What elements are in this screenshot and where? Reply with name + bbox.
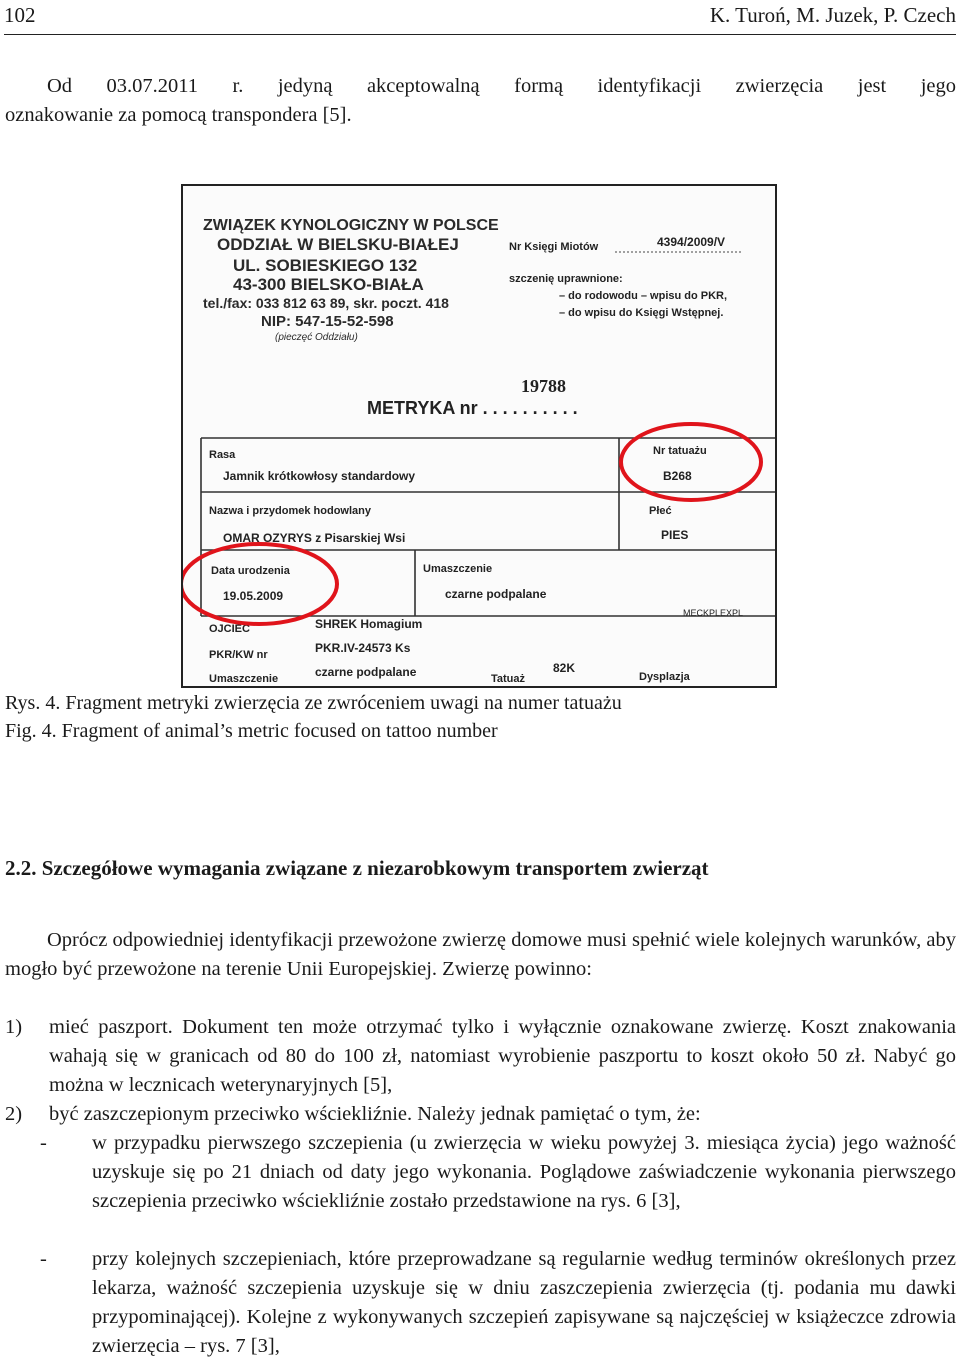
father-color-value: czarne podpalane [315, 665, 417, 679]
sex-value: PIES [661, 528, 689, 542]
registry-label: Nr Księgi Miotów [509, 241, 599, 253]
running-authors: K. Turoń, M. Juzek, P. Czech [709, 3, 956, 27]
page-number: 102 [4, 3, 36, 27]
caption-polish: Rys. 4. Fragment metryki zwierzęcia ze zwróceniem uwagi na numer tatuażu [5, 692, 622, 714]
father-name: SHREK Homagium [315, 617, 423, 631]
metric-title: METRYKA nr . . . . . . . . . . [367, 398, 578, 418]
rights-1: – do rodowodu – wpisu do PKR, [559, 290, 728, 302]
color-label: Umaszczenie [423, 563, 493, 575]
breed-value: Jamnik krótkowłosy standardowy [223, 469, 416, 483]
list-item-text: mieć paszport. Dokument ten może otrzymać tylko i wyłącznie oznakowane zwierzę. Koszt znakowania wahają się w granicach od 80 do 100 zł, natomiast wyrobienie paszportu to koszt około 50 zł. Nabyć go można w lecznicach weterynaryjnych [5], [49, 1016, 956, 1096]
intro-line-1: Od 03.07.2011 r. jedyną akceptowalną formą identyfikacji zwierzęcia jest jego [47, 75, 956, 97]
metric-cells [209, 445, 743, 685]
page-header [4, 0, 956, 35]
section-heading: 2.2. Szczegółowe wymagania związane z niezarobkowym transportem zwierząt [5, 856, 709, 880]
stamp-caption: (pieczęć Oddziału) [275, 332, 358, 343]
list-item [5, 1013, 956, 1100]
breed-label: Rasa [209, 449, 236, 461]
metric-number: 19788 [521, 376, 566, 396]
list-item-text: być zaszczepionym przeciwko wściekliźnie. Należy jednak pamiętać o tym, że: [49, 1103, 701, 1125]
color-value: czarne podpalane [445, 587, 547, 601]
pkr-value: PKR.IV-24573 Ks [315, 641, 411, 655]
tattoo-highlight-ellipse [621, 424, 761, 500]
father-color-label: Umaszczenie [209, 673, 279, 685]
section-paragraph: Oprócz odpowiedniej identyfikacji przewożone zwierzę domowe musi spełnić wiele kolejnych warunków, aby mogło być przewożone na terenie Unii Europejskiej. Zwierzę powinno: [5, 929, 956, 980]
tattoo-label: Nr tatuażu [653, 445, 707, 457]
stamp-line-1: ZWIĄZEK KYNOLOGICZNY W POLSCE [203, 217, 499, 234]
list-item-number: 2) [5, 1103, 23, 1125]
stamp-line-2: ODDZIAŁ W BIELSKU-BIAŁEJ [217, 235, 459, 254]
owner-name-label: Nazwa i przydomek hodowlany [209, 505, 371, 517]
dysplasia-label: Dysplazja [639, 671, 690, 683]
stamp-line-4: 43-300 BIELSKO-BIAŁA [233, 275, 424, 294]
stamp-line-5: tel./fax: 033 812 63 89, skr. poczt. 418 [203, 295, 449, 311]
birth-date-label: Data urodzenia [211, 565, 290, 577]
birth-date-highlight-ellipse [183, 544, 337, 624]
birth-date-value: 19.05.2009 [223, 589, 284, 603]
owner-name-value: OMAR OZYRYS z Pisarskiej Wsi [223, 531, 406, 545]
father-tattoo-label: Tatuaż [491, 673, 526, 685]
side-code: MECKPLEXPL [683, 608, 744, 618]
list-item [5, 1100, 956, 1129]
sublist-item [40, 1129, 956, 1216]
father-label: OJCIEC [209, 623, 250, 635]
sublist-item-text: przy kolejnych szczepieniach, które przeprowadzane są regularnie według terminów określonych przez lekarza, ważność szczepienia uzyskuje się w dniu zaszczepienia zwierzęcia (tj. podania mu dawki przypominającej). Kolejne z wykonywanych szczepień zapisywane są najczęściej w książeczce zdrowia zwierzęcia – rys. 7 [3], [92, 1248, 956, 1357]
rights-2: – do wpisu do Księgi Wstępnej. [559, 307, 724, 319]
sublist-dash: - [40, 1248, 47, 1270]
club-stamp [203, 217, 499, 343]
sex-label: Płeć [649, 505, 672, 517]
figure-metric-scan [181, 184, 777, 688]
registry-block [509, 235, 743, 319]
caption-english: Fig. 4. Fragment of animal’s metric focused on tattoo number [5, 720, 498, 742]
metric-document-svg [183, 186, 775, 686]
sublist-dash: - [40, 1132, 47, 1154]
rights-label: szczenię uprawnione: [509, 273, 623, 285]
stamp-line-6: NIP: 547-15-52-598 [261, 313, 394, 330]
registry-number: 4394/2009/V [657, 235, 726, 249]
sublist-item-text: w przypadku pierwszego szczepienia (u zwierzęcia w wieku powyżej 3. miesiąca życia) jego ważność uzyskuje się po 21 dniach od daty jego wykonania. Poglądowe zaświadczenie wykonania pierwszego szczepienia przeciwko wściekliźnie zostało przedstawione na rys. 6 [3], [92, 1132, 956, 1212]
father-tattoo-value: 82K [553, 661, 576, 675]
pkr-label: PKR/KW nr [209, 649, 268, 661]
sublist-item [40, 1245, 956, 1361]
tattoo-value: B268 [663, 469, 692, 483]
stamp-line-3: UL. SOBIESKIEGO 132 [233, 256, 418, 275]
list-item-number: 1) [5, 1016, 23, 1038]
intro-line-2: oznakowanie za pomocą transpondera [5]. [5, 104, 352, 126]
